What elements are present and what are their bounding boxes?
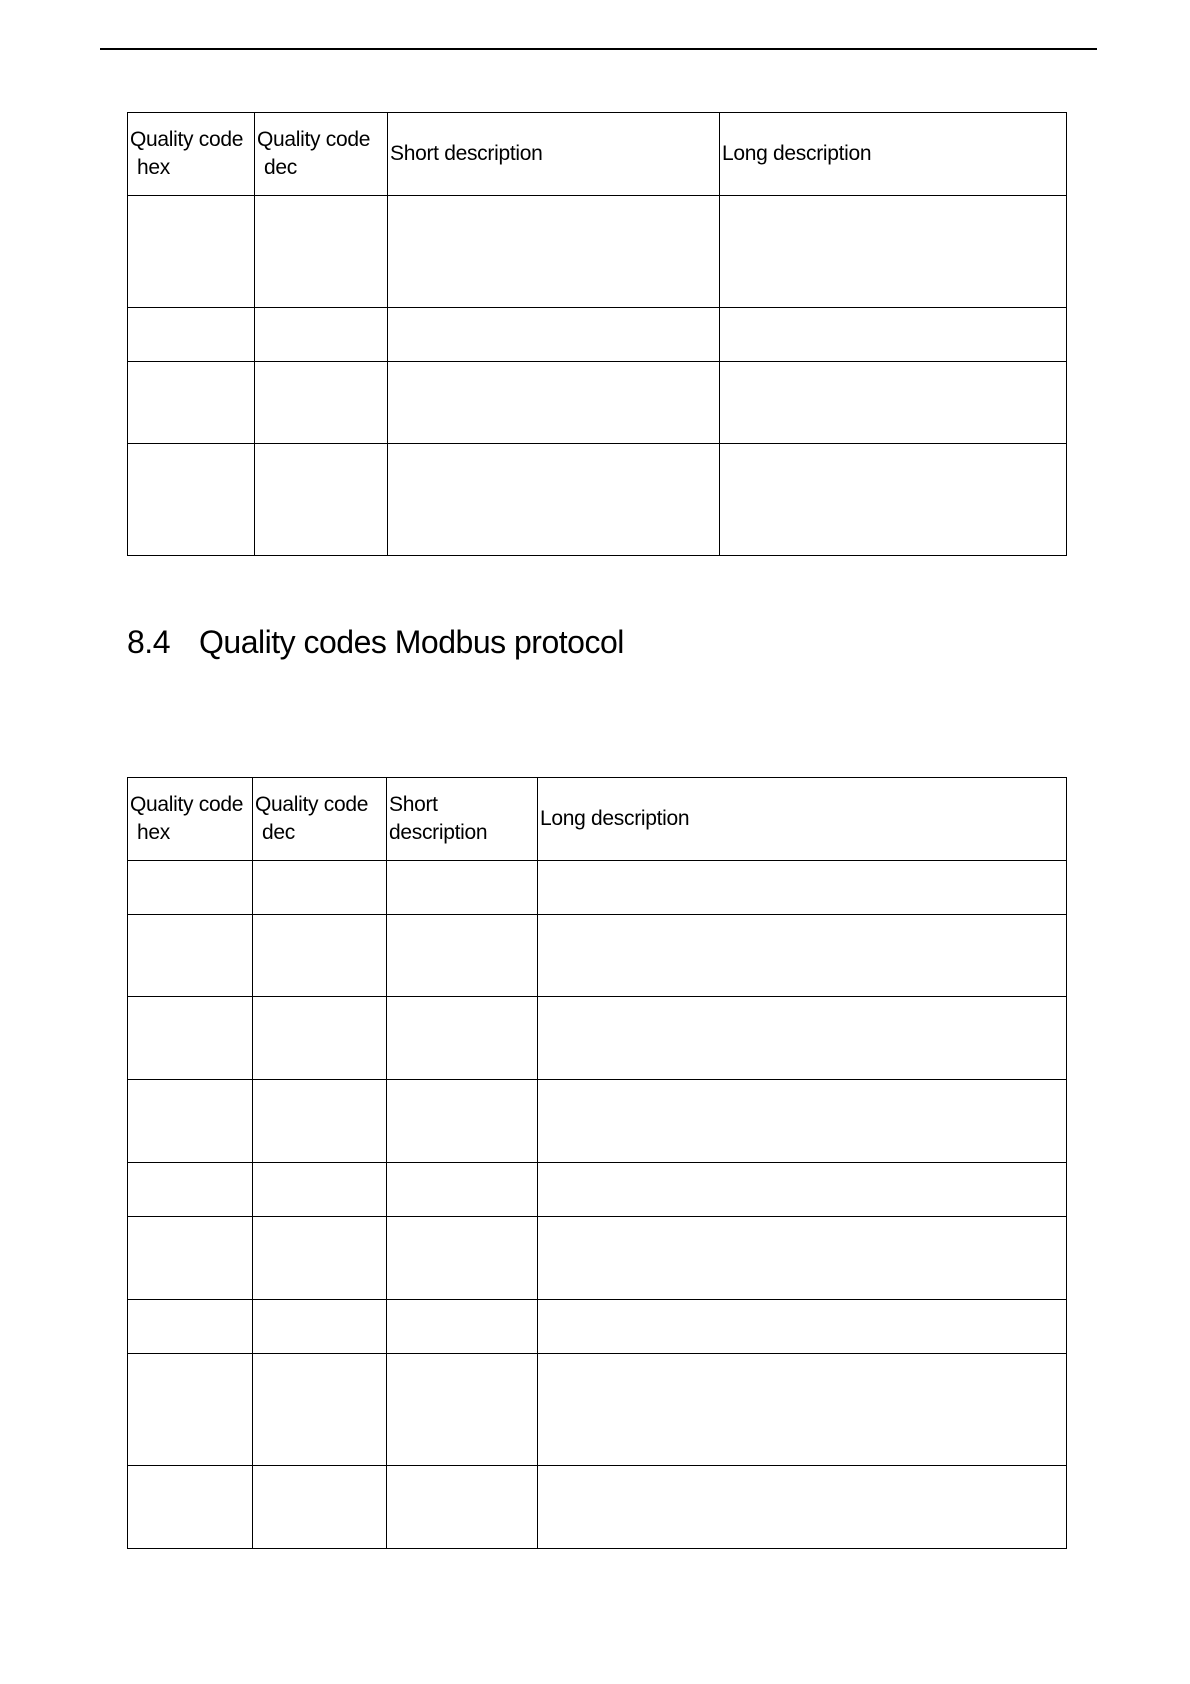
table-row bbox=[128, 1163, 1067, 1217]
table-cell bbox=[128, 915, 253, 997]
table-cell bbox=[128, 997, 253, 1080]
table-cell bbox=[538, 1466, 1067, 1549]
table-cell bbox=[128, 1217, 253, 1300]
table-cell bbox=[253, 1466, 387, 1549]
header-label: dec bbox=[262, 821, 295, 844]
section-number: 8.4 bbox=[127, 624, 170, 660]
table-row bbox=[128, 196, 1067, 308]
table-cell bbox=[255, 308, 388, 362]
table-cell bbox=[128, 362, 255, 444]
header-label: Short description bbox=[390, 142, 543, 165]
quality-codes-modbus-table bbox=[127, 777, 1067, 1549]
header-label: Quality code bbox=[130, 793, 244, 816]
table-row bbox=[128, 1217, 1067, 1300]
table-cell bbox=[253, 861, 387, 915]
table-cell bbox=[128, 444, 255, 556]
table-row bbox=[128, 308, 1067, 362]
table-cell bbox=[387, 1300, 538, 1354]
table-row bbox=[128, 444, 1067, 556]
table-row bbox=[128, 1466, 1067, 1549]
header-label: Long description bbox=[722, 142, 872, 165]
header-quality-code-hex bbox=[128, 113, 255, 196]
table-cell bbox=[255, 362, 388, 444]
header-label: Quality code bbox=[257, 128, 371, 151]
header-label: description bbox=[389, 821, 488, 844]
table-cell bbox=[253, 1217, 387, 1300]
header-label: Quality code bbox=[130, 128, 244, 151]
table-cell bbox=[253, 1163, 387, 1217]
table-cell bbox=[387, 861, 538, 915]
header-label: hex bbox=[137, 156, 170, 179]
table-cell bbox=[253, 997, 387, 1080]
table-cell bbox=[720, 196, 1067, 308]
table-cell bbox=[538, 861, 1067, 915]
table-cell bbox=[128, 861, 253, 915]
table-cell bbox=[720, 362, 1067, 444]
table-cell bbox=[387, 1080, 538, 1163]
table-cell bbox=[720, 308, 1067, 362]
table-cell bbox=[538, 1080, 1067, 1163]
table-cell bbox=[388, 362, 720, 444]
table-header-row bbox=[128, 778, 1067, 861]
table-row bbox=[128, 861, 1067, 915]
table-cell bbox=[128, 1080, 253, 1163]
table-cell bbox=[387, 1217, 538, 1300]
table-cell bbox=[387, 1163, 538, 1217]
table-cell bbox=[538, 997, 1067, 1080]
header-long-description bbox=[538, 778, 1067, 861]
table-cell bbox=[128, 1163, 253, 1217]
table-row bbox=[128, 997, 1067, 1080]
table-cell bbox=[388, 444, 720, 556]
header-label: Short bbox=[389, 793, 438, 816]
table-cell bbox=[387, 915, 538, 997]
table-cell bbox=[720, 444, 1067, 556]
table-row bbox=[128, 1354, 1067, 1466]
table-cell bbox=[388, 308, 720, 362]
table-header-row bbox=[128, 113, 1067, 196]
table-cell bbox=[128, 196, 255, 308]
table-cell bbox=[388, 196, 720, 308]
table-cell bbox=[128, 1300, 253, 1354]
page-header-rule bbox=[100, 48, 1097, 50]
table-cell bbox=[253, 915, 387, 997]
table-cell bbox=[128, 1466, 253, 1549]
table-row bbox=[128, 362, 1067, 444]
table-cell bbox=[128, 1354, 253, 1466]
table-cell bbox=[255, 444, 388, 556]
table-cell bbox=[538, 1354, 1067, 1466]
table-cell bbox=[387, 1354, 538, 1466]
header-label: dec bbox=[264, 156, 297, 179]
table-cell bbox=[387, 1466, 538, 1549]
header-label: Quality code bbox=[255, 793, 369, 816]
header-label: hex bbox=[137, 821, 170, 844]
table-row bbox=[128, 1300, 1067, 1354]
table-cell bbox=[538, 1300, 1067, 1354]
quality-codes-table-1 bbox=[127, 112, 1067, 556]
table-cell bbox=[255, 196, 388, 308]
header-short-description bbox=[387, 778, 538, 861]
table-cell bbox=[253, 1354, 387, 1466]
header-label: Long description bbox=[540, 807, 690, 830]
header-short-description bbox=[388, 113, 720, 196]
section-title: Quality codes Modbus protocol bbox=[199, 624, 624, 660]
table-cell bbox=[128, 308, 255, 362]
header-quality-code-hex bbox=[128, 778, 253, 861]
header-quality-code-dec bbox=[255, 113, 388, 196]
table-cell bbox=[538, 915, 1067, 997]
table-row bbox=[128, 1080, 1067, 1163]
table-row bbox=[128, 915, 1067, 997]
table-cell bbox=[253, 1080, 387, 1163]
table-cell bbox=[253, 1300, 387, 1354]
section-heading bbox=[127, 622, 624, 662]
header-long-description bbox=[720, 113, 1067, 196]
header-quality-code-dec bbox=[253, 778, 387, 861]
table-cell bbox=[387, 997, 538, 1080]
table-cell bbox=[538, 1217, 1067, 1300]
table-cell bbox=[538, 1163, 1067, 1217]
